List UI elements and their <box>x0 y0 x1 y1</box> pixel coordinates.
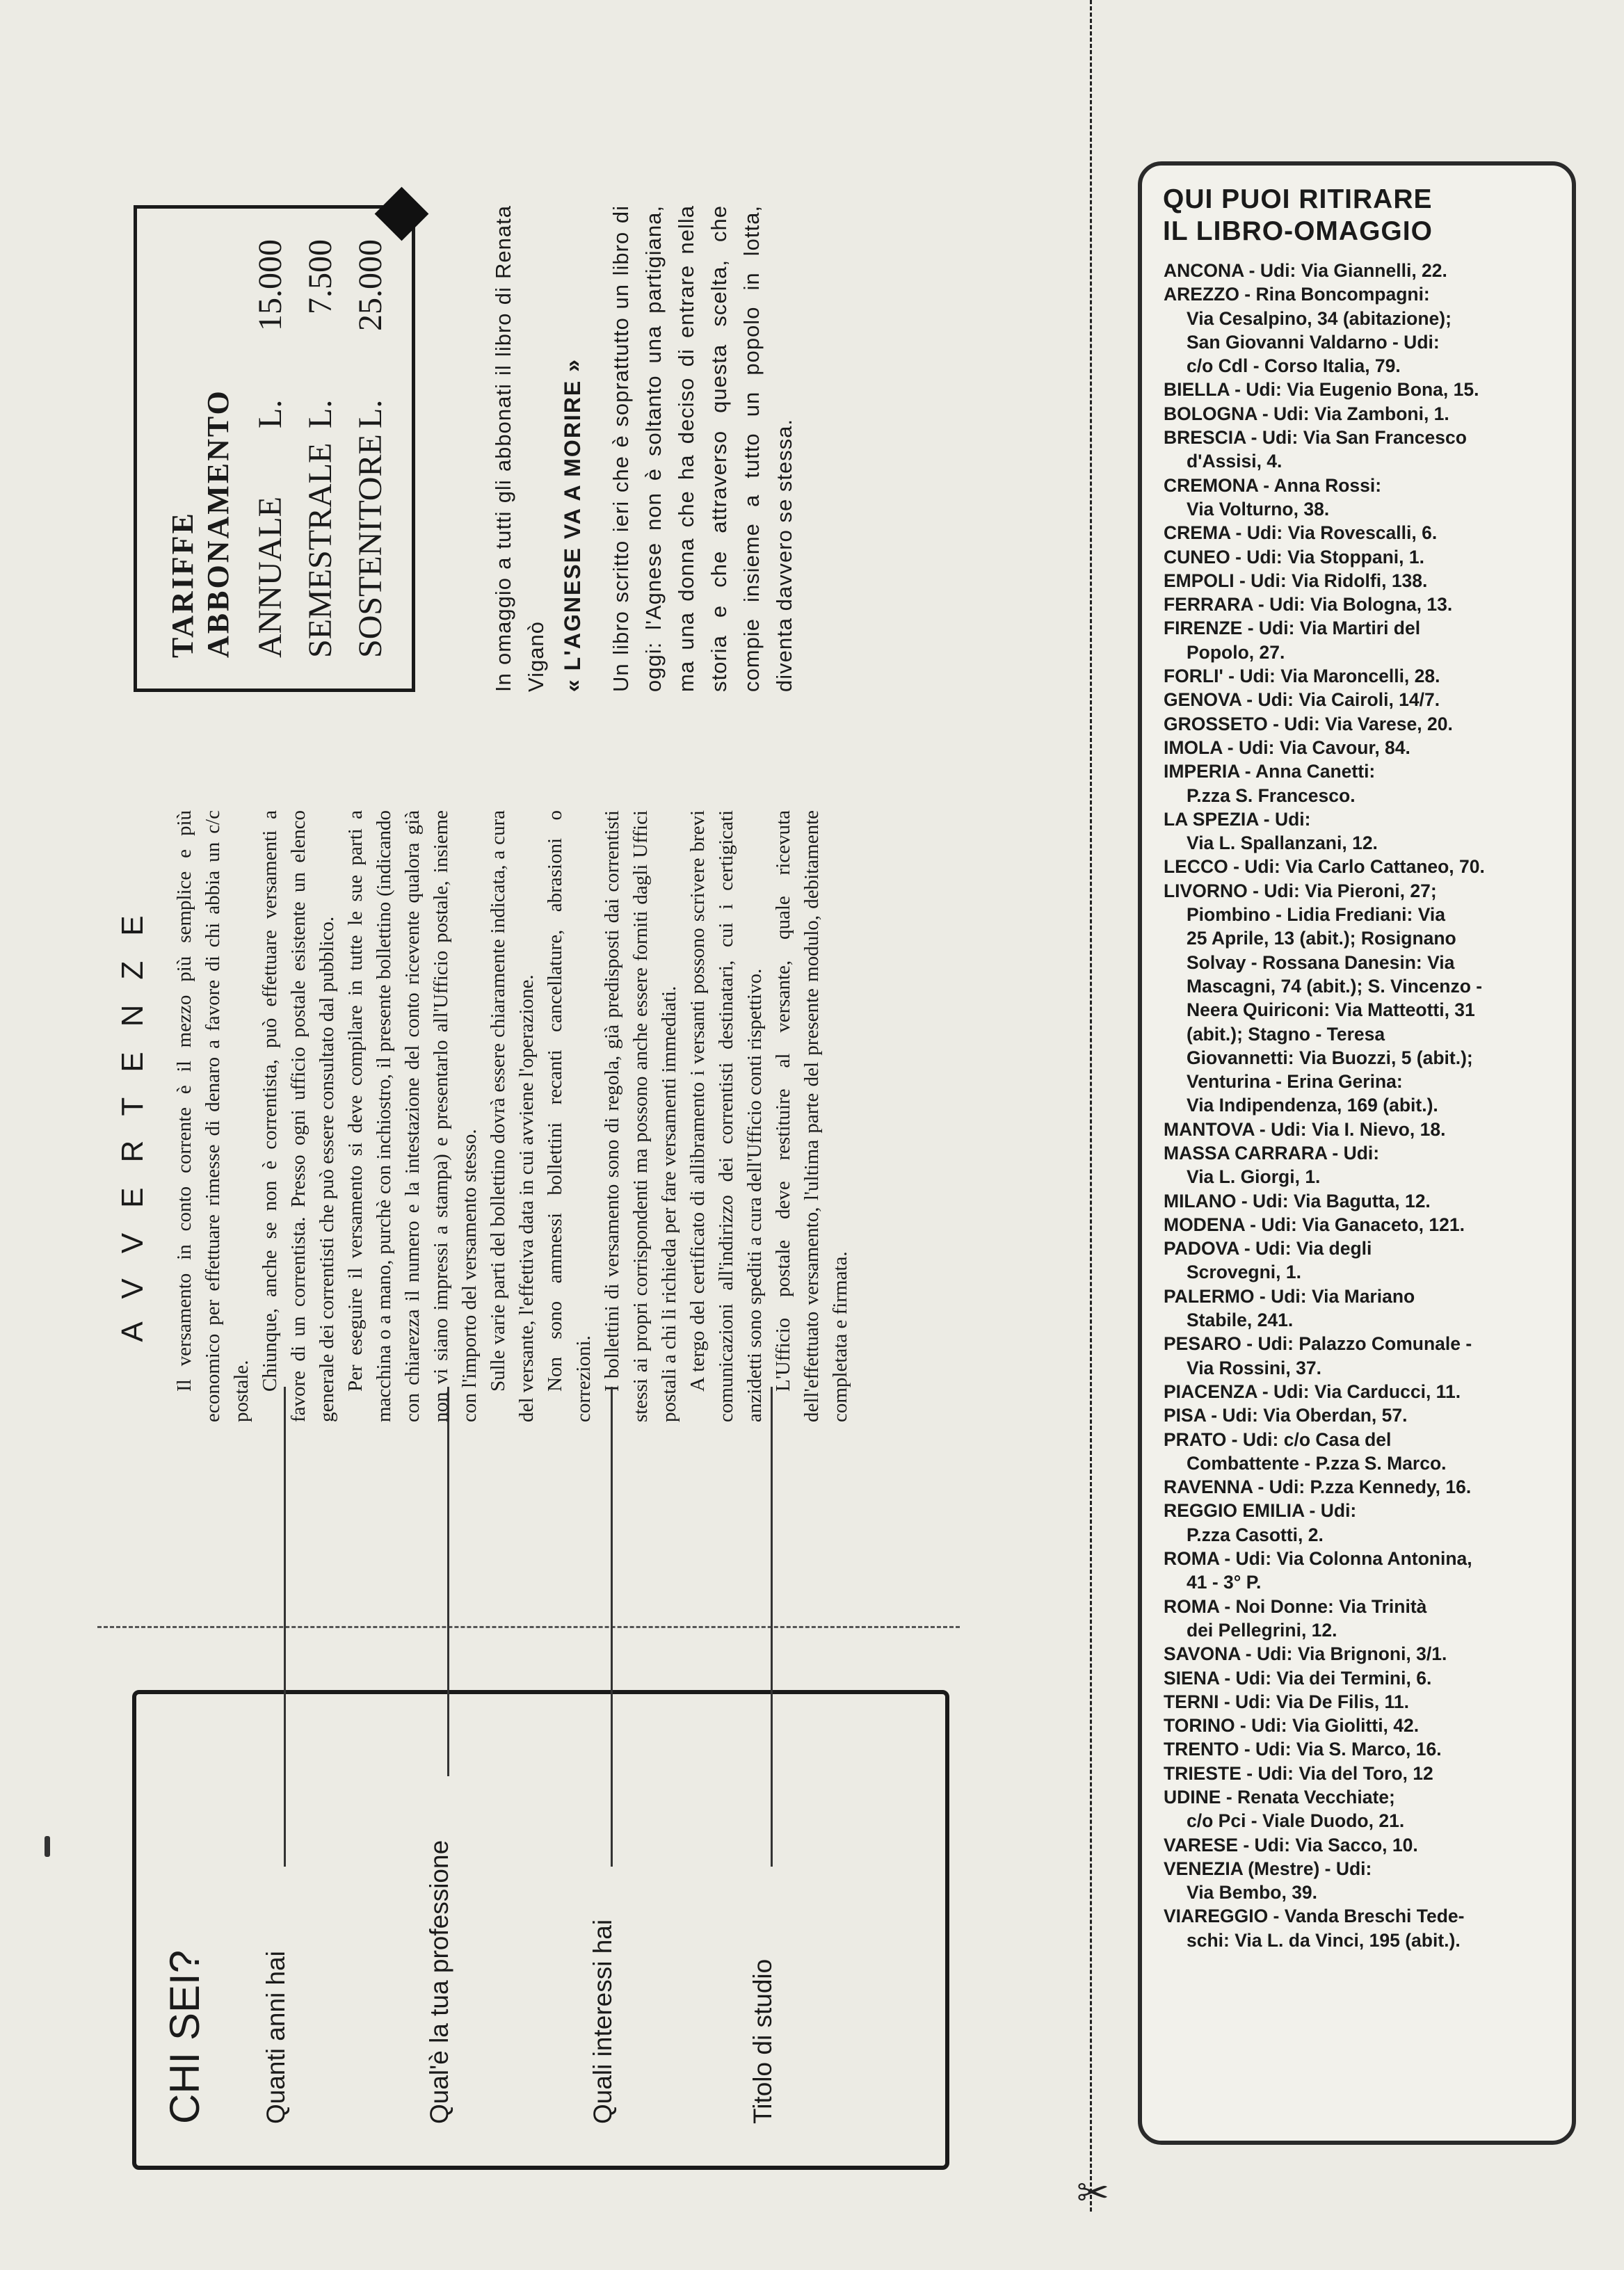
question-profession: Qual'è la tua professione <box>425 1840 453 2124</box>
location-entry: AREZZO - Rina Boncompagni: Via Cesalpino, 34 (abitazione); San Giovanni Valdarno - Udi: c/o Cdl - Corso Italia, 79. <box>1164 284 1452 377</box>
location-entry: PISA - Udi: Via Oberdan, 57. <box>1164 1405 1408 1426</box>
location-entry: IMPERIA - Anna Canetti: P.zza S. Francesco. <box>1164 761 1376 806</box>
location-entry: FERRARA - Udi: Via Bologna, 13. <box>1164 594 1453 615</box>
answer-line-profession[interactable] <box>447 1387 449 1776</box>
answer-line-age[interactable] <box>284 1387 286 1867</box>
location-entry: FIRENZE - Udi: Via Martiri del Popolo, 27. <box>1164 618 1421 663</box>
pickup-list <box>1163 259 1555 1952</box>
location-entry: PRATO - Udi: c/o Casa del Combattente - P.zza S. Marco. <box>1164 1428 1447 1474</box>
rate-row-supporter: SOSTENITORE L. 25.000 <box>352 239 389 658</box>
location-entry: MODENA - Udi: Via Ganaceto, 121. <box>1164 1214 1465 1235</box>
avvertenze-paragraph: I bollettini di versamento sono di regola, già predisposti dai correntisti stessi ai propri corrispondenti ma possono anche essere forniti dagli Uffici postali a chi li richieda per fare versamenti immediati. <box>601 810 680 1422</box>
location-entry: ROMA - Udi: Via Colonna Antonina, 41 - 3° P. <box>1164 1548 1472 1593</box>
location-entry: ANCONA - Udi: Via Giannelli, 22. <box>1164 260 1447 281</box>
pickup-locations-box <box>1138 161 1576 2145</box>
location-entry: VIAREGGIO - Vanda Breschi Tede- schi: Via L. da Vinci, 195 (abit.). <box>1164 1906 1465 1951</box>
location-entry: PIACENZA - Udi: Via Carducci, 11. <box>1164 1380 1461 1402</box>
location-entry: TORINO - Udi: Via Giolitti, 42. <box>1164 1715 1420 1737</box>
location-entry: GROSSETO - Udi: Via Varese, 20. <box>1164 713 1453 734</box>
location-entry: EMPOLI - Udi: Via Ridolfi, 138. <box>1164 570 1428 591</box>
location-entry: CREMA - Udi: Via Rovescalli, 6. <box>1164 522 1438 544</box>
subscription-rates-box <box>134 205 415 692</box>
location-entry: CUNEO - Udi: Via Stoppani, 1. <box>1164 546 1424 568</box>
answer-line-study[interactable] <box>771 1387 773 1867</box>
chi-sei-form <box>132 1690 949 2170</box>
location-entry: PALERMO - Udi: Via Mariano Stabile, 241. <box>1164 1285 1415 1331</box>
rate-row-semester: SEMESTRALE L. 7.500 <box>302 239 339 658</box>
gift-description: Un libro scritto ieri che è soprattutto un libro di oggi: l'Agnese non è soltanto una partigiana, ma una donna che ha deciso di entrare nella storia e che attraverso questa scelta, che compie insieme a tutto un popolo in lotta, diventa davvero se stessa. <box>609 205 796 692</box>
location-entry: VARESE - Udi: Via Sacco, 10. <box>1164 1834 1418 1856</box>
gift-book-title: « L'AGNESE VA A MORIRE » <box>560 358 585 692</box>
gift-book-text <box>487 205 876 692</box>
location-entry: FORLI' - Udi: Via Maroncelli, 28. <box>1164 666 1440 687</box>
avvertenze-paragraph: Sulle varie parti del bollettino dovrà essere chiaramente indicata, a cura del versante, l'effettiva data in cui avviene l'operazione. <box>487 810 538 1422</box>
location-entry: BIELLA - Udi: Via Eugenio Bona, 15. <box>1164 379 1479 401</box>
rates-title: TARIFFE ABBONAMENTO <box>166 389 235 658</box>
location-entry: MANTOVA - Udi: Via I. Nievo, 18. <box>1164 1118 1446 1140</box>
scissors-icon: ✂ <box>1077 2171 1109 2214</box>
avvertenze-paragraph: L'Ufficio postale deve restituire al versante, quale ricevuta dell'effettuato versamento, l'ultima parte del presente modulo, debitamente completata e firmata. <box>772 810 851 1422</box>
rate-row-annual: ANNUALE L. 15.000 <box>252 239 289 658</box>
location-entry: TRENTO - Udi: Via S. Marco, 16. <box>1164 1739 1442 1760</box>
avvertenze-paragraph: Per eseguire il versamento si deve compilare in tutte le sue parti a macchina o a mano, purchè con inchiostro, il presente bollettino (indicando con chiarezza il numero e la intestazione del conto ricevente qualora già non vi siano impressi a stampa) e presentarlo all'Ufficio postale, insieme con l'importo del versamento stesso. <box>344 810 481 1422</box>
avvertenze-section <box>115 810 911 1422</box>
location-entry: LIVORNO - Udi: Via Pieroni, 27; Piombino - Lidia Frediani: Via 25 Aprile, 13 (abit.); Rosignano Solvay - Rossana Danesin: Via Mascagni, 74 (abit.); S. Vincenzo - Neera Quiriconi: Via Matteotti, 31 (abit.); Stagno - Teresa Giovannetti: Via Buozzi, 5 (abit.); Venturina - Erina Gerina: Via Indipendenza, 169 (abit.). <box>1164 880 1483 1116</box>
location-entry: UDINE - Renata Vecchiate; c/o Pci - Viale Duodo, 21. <box>1164 1787 1405 1832</box>
cut-line <box>1090 0 1092 2212</box>
location-entry: LECCO - Udi: Via Carlo Cattaneo, 70. <box>1164 856 1485 878</box>
location-entry: MASSA CARRARA - Udi: Via L. Giorgi, 1. <box>1164 1142 1380 1188</box>
avvertenze-paragraph: A tergo del certificato di allibramento i versanti possono scrivere brevi comunicazioni all'indirizzo dei correntisti destinatari, cui i certigicati anzidetti sono spediti a cura dell'Ufficio conti rispettivo. <box>686 810 766 1422</box>
location-entry: GENOVA - Udi: Via Cairoli, 14/7. <box>1164 689 1440 711</box>
dotted-separator <box>97 1626 960 1628</box>
location-entry: RAVENNA - Udi: P.zza Kennedy, 16. <box>1164 1476 1472 1498</box>
location-entry: REGGIO EMILIA - Udi: P.zza Casotti, 2. <box>1164 1500 1357 1545</box>
location-entry: VENEZIA (Mestre) - Udi: Via Bembo, 39. <box>1164 1858 1372 1903</box>
chi-sei-heading: CHI SEI? <box>161 1949 208 2124</box>
location-entry: PADOVA - Udi: Via degli Scrovegni, 1. <box>1164 1238 1372 1283</box>
location-entry: MILANO - Udi: Via Bagutta, 12. <box>1164 1190 1431 1212</box>
question-interests: Quali interessi hai <box>588 1919 617 2124</box>
avvertenze-paragraph: Chiunque, anche se non è correntista, può effettuare versamenti a favore di un correntista. Presso ogni ufficio postale esistente un elenco generale dei correntisti che può essere consultato dal pubblico. <box>259 810 338 1422</box>
location-entry: TRIESTE - Udi: Via del Toro, 12 <box>1164 1762 1433 1784</box>
gift-intro: In omaggio a tutti gli abbonati il libro di Renata Viganò <box>491 205 548 692</box>
avvertenze-paragraph: Non sono ammessi bollettini recanti cancellature, abrasioni o correzioni. <box>544 810 595 1422</box>
pickup-title: QUI PUOI RITIRARE IL LIBRO-OMAGGIO <box>1163 184 1433 246</box>
question-study: Titolo di studio <box>748 1958 777 2124</box>
question-age: Quanti anni hai <box>262 1951 290 2124</box>
location-entry: CREMONA - Anna Rossi: Via Volturno, 38. <box>1164 474 1382 520</box>
avvertenze-heading: AVVERTENZE <box>115 890 150 1342</box>
location-entry: TERNI - Udi: Via De Filis, 11. <box>1164 1691 1409 1712</box>
location-entry: BRESCIA - Udi: Via San Francesco d'Assisi, 4. <box>1164 427 1467 472</box>
location-entry: SIENA - Udi: Via dei Termini, 6. <box>1164 1667 1432 1689</box>
answer-line-interests[interactable] <box>611 1387 613 1867</box>
location-entry: BOLOGNA - Udi: Via Zamboni, 1. <box>1164 403 1449 424</box>
location-entry: ROMA - Noi Donne: Via Trinità dei Pellegrini, 12. <box>1164 1595 1427 1641</box>
ink-mark <box>45 1836 50 1857</box>
avvertenze-paragraph: Il versamento in conto corrente è il mezzo più semplice e più economico per effettuare rimesse di denaro a favore di chi abbia un c/c postale. <box>173 810 252 1422</box>
location-entry: PESARO - Udi: Palazzo Comunale - Via Rossini, 37. <box>1164 1333 1472 1378</box>
location-entry: SAVONA - Udi: Via Brignoni, 3/1. <box>1164 1643 1447 1665</box>
location-entry: IMOLA - Udi: Via Cavour, 84. <box>1164 736 1410 758</box>
location-entry: LA SPEZIA - Udi: Via L. Spallanzani, 12. <box>1164 808 1378 854</box>
